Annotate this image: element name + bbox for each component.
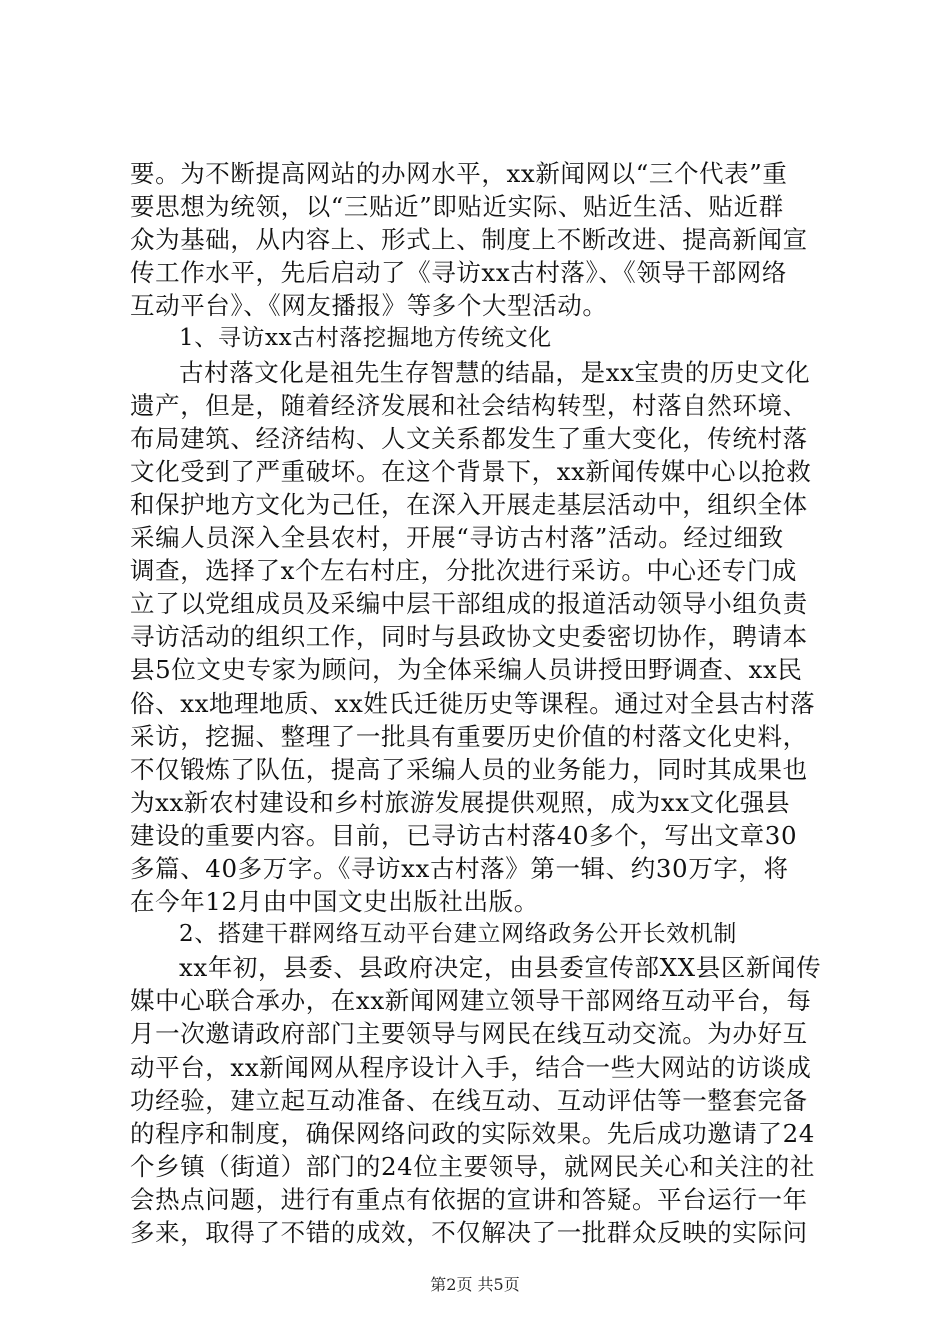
text-line: 不仅锻炼了队伍，提高了采编人员的业务能力，同时其成果也	[130, 754, 808, 784]
text-line: 古村落文化是祖先生存智慧的结晶，是xx宝贵的历史文化	[179, 357, 811, 387]
text-line: 互动平台》、《网友播报》等多个大型活动。	[130, 291, 608, 321]
text-line: 要思想为统领，以“三贴近”即贴近实际、贴近生活、贴近群	[130, 192, 784, 222]
text-line: 动平台，xx新闻网从程序设计入手，结合一些大网站的访谈成	[130, 1052, 812, 1082]
text-line: 月一次邀请政府部门主要领导与网民在线互动交流。为办好互	[130, 1019, 808, 1049]
text-line: 和保护地方文化为己任，在深入开展走基层活动中，组织全体	[130, 489, 808, 519]
text-line: xx年初，县委、县政府决定，由县委宣传部XX县区新闻传	[179, 953, 822, 983]
text-line: 采编人员深入全县农村，开展“寻访古村落”活动。经过细致	[130, 523, 784, 553]
text-line: 建设的重要内容。目前，已寻访古村落40多个，写出文章30	[130, 820, 798, 850]
text-line: 会热点问题，进行有重点有依据的宣讲和答疑。平台运行一年	[130, 1184, 808, 1214]
text-line: 寻访活动的组织工作，同时与县政协文史委密切协作，聘请本	[130, 622, 808, 652]
text-line: 布局建筑、经济结构、人文关系都发生了重大变化，传统村落	[130, 423, 808, 453]
text-line: 多篇、40多万字。《寻访xx古村落》第一辑、约30万字，将	[130, 853, 789, 883]
text-line: 在今年12月由中国文史出版社出版。	[130, 887, 539, 917]
text-line: 立了以党组成员及采编中层干部组成的报道活动领导小组负责	[130, 589, 808, 619]
text-line: 俗、xx地理地质、xx姓氏迁徙历史等课程。通过对全县古村落	[130, 688, 816, 718]
text-line: 要。为不断提高网站的办网水平，xx新闻网以“三个代表”重	[130, 159, 788, 188]
page-number: 第2页 共5页	[430, 1275, 520, 1294]
text-line: 遗产，但是，随着经济发展和社会结构转型，村落自然环境、	[130, 390, 808, 420]
text-line: 个乡镇（街道）部门的24位主要领导，就网民关心和关注的社	[130, 1151, 815, 1181]
text-line: 媒中心联合承办，在xx新闻网建立领导干部网络互动平台，每	[130, 986, 812, 1016]
document-body	[130, 157, 830, 1249]
section-heading: 1、寻访xx古村落挖掘地方传统文化	[179, 325, 552, 352]
text-line: 功经验，建立起互动准备、在线互动、互动评估等一整套完备	[130, 1085, 808, 1115]
text-line: 文化受到了严重破坏。在这个背景下，xx新闻传媒中心以抢救	[130, 456, 812, 486]
text-line: 多来，取得了不错的成效，不仅解决了一批群众反映的实际问	[130, 1218, 808, 1247]
text-line: 调查，选择了x个左右村庄，分批次进行采访。中心还专门成	[130, 556, 798, 586]
text-line: 为xx新农村建设和乡村旅游发展提供观照，成为xx文化强县	[130, 787, 791, 817]
section-heading: 2、搭建干群网络互动平台建立网络政务公开长效机制	[179, 921, 738, 948]
text-line: 采访，挖掘、整理了一批具有重要历史价值的村落文化史料，	[130, 721, 808, 751]
text-line: 的程序和制度，确保网络问政的实际效果。先后成功邀请了24	[130, 1118, 815, 1148]
text-line: 传工作水平，先后启动了《寻访xx古村落》、《领导干部网络	[130, 258, 787, 288]
text-line: 县5位文史专家为顾问，为全体采编人员讲授田野调查、xx民	[130, 655, 803, 685]
text-line: 众为基础，从内容上、形式上、制度上不断改进、提高新闻宣	[130, 225, 808, 255]
